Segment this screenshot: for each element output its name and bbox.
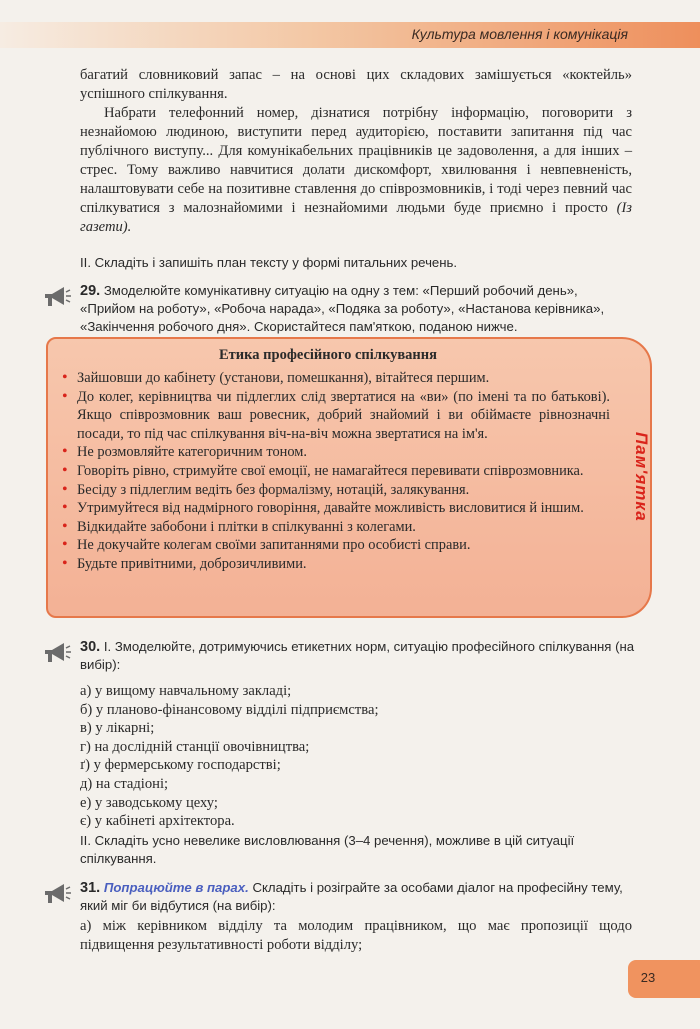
intro-paragraph-1: багатий словниковий запас – на основі цих складових замішується «коктейль» успішного спілкування. xyxy=(80,67,632,102)
option-item: д) на стадіоні; xyxy=(80,775,169,792)
memo-item: • Відкидайте забобони і плітки в спілкуванні з колегами. xyxy=(62,518,610,537)
megaphone-icon xyxy=(42,284,72,310)
memo-side-label: Пам'ятка xyxy=(632,432,651,522)
option-item: е) у заводському цеху; xyxy=(80,794,218,811)
memo-item: • Не розмовляйте категоричним тоном. xyxy=(62,443,610,462)
option-item: ґ) у фермерському господарстві; xyxy=(80,757,281,774)
option-item: є) у кабінеті архітектора. xyxy=(80,813,235,830)
memo-box xyxy=(46,337,652,618)
page-header xyxy=(0,22,700,48)
task-29-number: 29. xyxy=(80,283,101,299)
task-31-text: Складіть і розіграйте за особами діалог на професійну тему, який міг би відбутися (на вибір): xyxy=(80,880,623,913)
memo-item: • Говоріть рівно, стримуйте свої емоції, не намагайтеся перевивати співрозмовника. xyxy=(62,462,610,481)
intro-paragraph-2-body: Набрати телефонний номер, дізнатися потрібну інформацію, поговорити з незнайомою людиною, виступити перед аудиторією, поставити запитання під час публічного виступу... Для комунікабельних працівників це задоволення, а для інших – стрес. Тому важливо навчитися долати дискомфорт, хвилювання і невпевненість, налаштовувати себе на позитивне ставлення до співрозмовників, і тоді через певний час спілкуватися з малознайомими і незнайомими людьми буде приємно і просто xyxy=(80,105,632,216)
memo-list xyxy=(62,369,610,574)
task-31-number: 31. xyxy=(80,880,101,896)
task-30 xyxy=(80,638,636,674)
task-31-option-a: а) між керівником відділу та молодим працівником, що має пропозиції щодо підвищення результативності роботи відділу; xyxy=(80,918,632,953)
intro-text xyxy=(80,66,632,237)
header-title: Культура мовлення і комунікація xyxy=(411,26,628,42)
task-29-text: Змоделюйте комунікативну ситуацію на одну з тем: «Перший робочий день», «Прийом на роботу», «Робоча нарада», «Подяка за роботу», «Настанова керівника», «Закінчення робочого дня». Скористайтеся пам'яткою, поданою нижче. xyxy=(80,283,605,334)
intro-paragraph-2 xyxy=(80,104,632,237)
option-item: б) у планово-фінансовому відділі підприємства; xyxy=(80,701,379,718)
task-30-part-2: ІІ. Складіть усно невелике висловлювання (3–4 речення), можливе в цій ситуації спілкування. xyxy=(80,833,575,866)
memo-item: • Будьте привітними, доброзичливими. xyxy=(62,555,610,574)
pair-work-label: Попрацюйте в парах. xyxy=(103,880,249,895)
task-31 xyxy=(80,879,636,915)
memo-item: • До колег, керівництва чи підлеглих слід звертатися на «ви» (по імені та по батькові). Якщо співрозмовник ваш ровесник, добрий знайомий і ви обіймаєте рівнозначні посади, то під час спілкування віч-на-віч можна звертатися на ім'я. xyxy=(62,388,610,444)
option-item: в) у лікарні; xyxy=(80,720,155,737)
memo-item: • Зайшовши до кабінету (установи, помешкання), вітайтеся першим. xyxy=(62,369,610,388)
page-number-tab xyxy=(628,960,700,998)
task-30-options xyxy=(80,682,379,831)
memo-item: • Утримуйтеся від надмірного говоріння, давайте можливість висловитися й іншим. xyxy=(62,499,610,518)
option-item: г) на дослідній станції овочівництва; xyxy=(80,738,310,755)
megaphone-icon xyxy=(42,881,72,907)
task-29 xyxy=(80,282,636,336)
option-item: а) у вищому навчальному закладі; xyxy=(80,683,292,699)
task-30-text: І. Змоделюйте, дотримуючись етикетних норм, ситуацію професійного спілкування (на вибір): xyxy=(80,639,635,672)
task-30-number: 30. xyxy=(80,639,101,655)
memo-title: Етика професійного спілкування xyxy=(219,347,437,363)
page-number: 23 xyxy=(640,970,656,985)
intro-source: (Із газети). xyxy=(80,200,632,235)
memo-item: • Бесіду з підлеглим ведіть без формалізму, нотацій, залякування. xyxy=(62,481,610,500)
task-ii-plan: ІІ. Складіть і запишіть план тексту у формі питальних речень. xyxy=(80,255,458,270)
megaphone-icon xyxy=(42,640,72,666)
memo-item: • Не докучайте колегам своїми запитаннями про особисті справи. xyxy=(62,536,610,555)
